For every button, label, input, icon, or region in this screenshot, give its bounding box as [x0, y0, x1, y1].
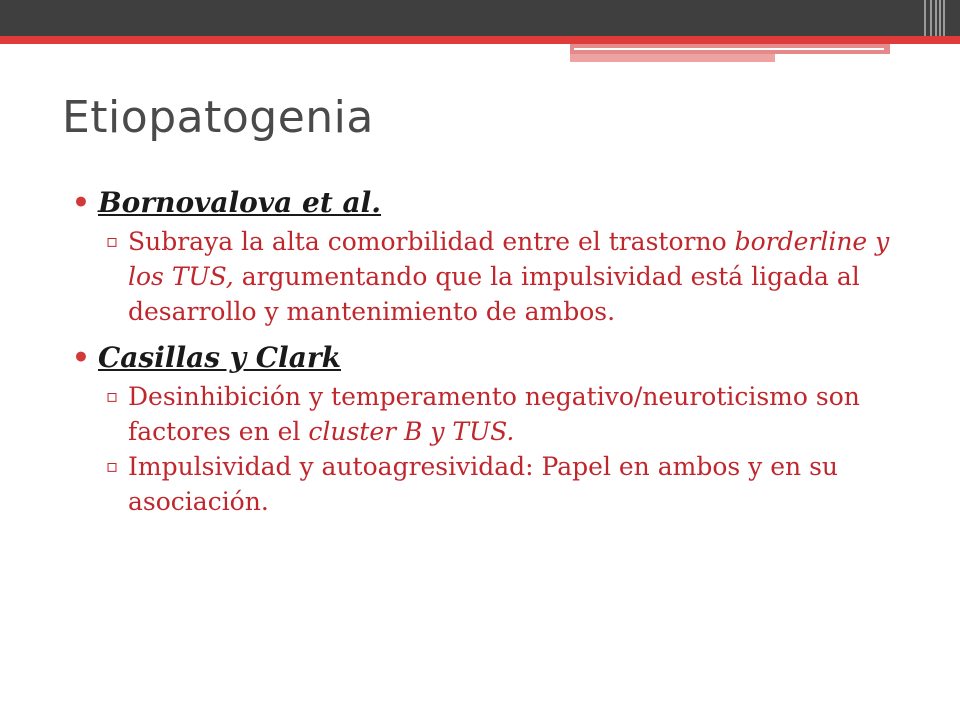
slide-body	[72, 182, 932, 519]
bullet-dot-icon: •	[72, 341, 90, 374]
sub-bullet-item	[72, 379, 932, 449]
bullet-heading	[72, 337, 932, 379]
bullet-heading-text: Bornovalova et al.	[98, 186, 382, 219]
square-bullet-icon: ▫	[106, 386, 119, 407]
sub-bullet-text: Impulsividad y autoagresividad: Papel en ambos y en su asociación.	[128, 452, 839, 516]
top-decorative-bar	[0, 0, 960, 36]
pink-accent-bar-secondary	[570, 54, 775, 62]
corner-lines-decoration	[924, 0, 954, 36]
spacer	[72, 329, 932, 337]
sub-bullet-item	[72, 449, 932, 519]
sub-bullet-text: Subraya la alta comorbilidad entre el trastorno	[128, 227, 735, 256]
square-bullet-icon: ▫	[106, 456, 119, 477]
sub-bullet-item	[72, 224, 932, 329]
bullet-dot-icon: •	[72, 186, 90, 219]
sub-bullet-text: borderline y los TUS,	[128, 227, 890, 291]
bullet-heading	[72, 182, 932, 224]
square-bullet-icon: ▫	[106, 231, 119, 252]
slide-title: Etiopatogenia	[62, 92, 374, 143]
red-accent-bar	[0, 36, 960, 44]
sub-bullet-text: argumentando que la impulsividad está ligada al desarrollo y mantenimiento de ambos.	[128, 262, 860, 326]
accent-highlight-line	[574, 48, 884, 50]
sub-bullet-text: Desinhibición y temperamento negativo/neuroticismo son factores en el	[128, 382, 860, 446]
sub-bullet-text: cluster B y TUS.	[308, 417, 515, 446]
bullet-heading-text: Casillas y Clark	[98, 341, 341, 374]
